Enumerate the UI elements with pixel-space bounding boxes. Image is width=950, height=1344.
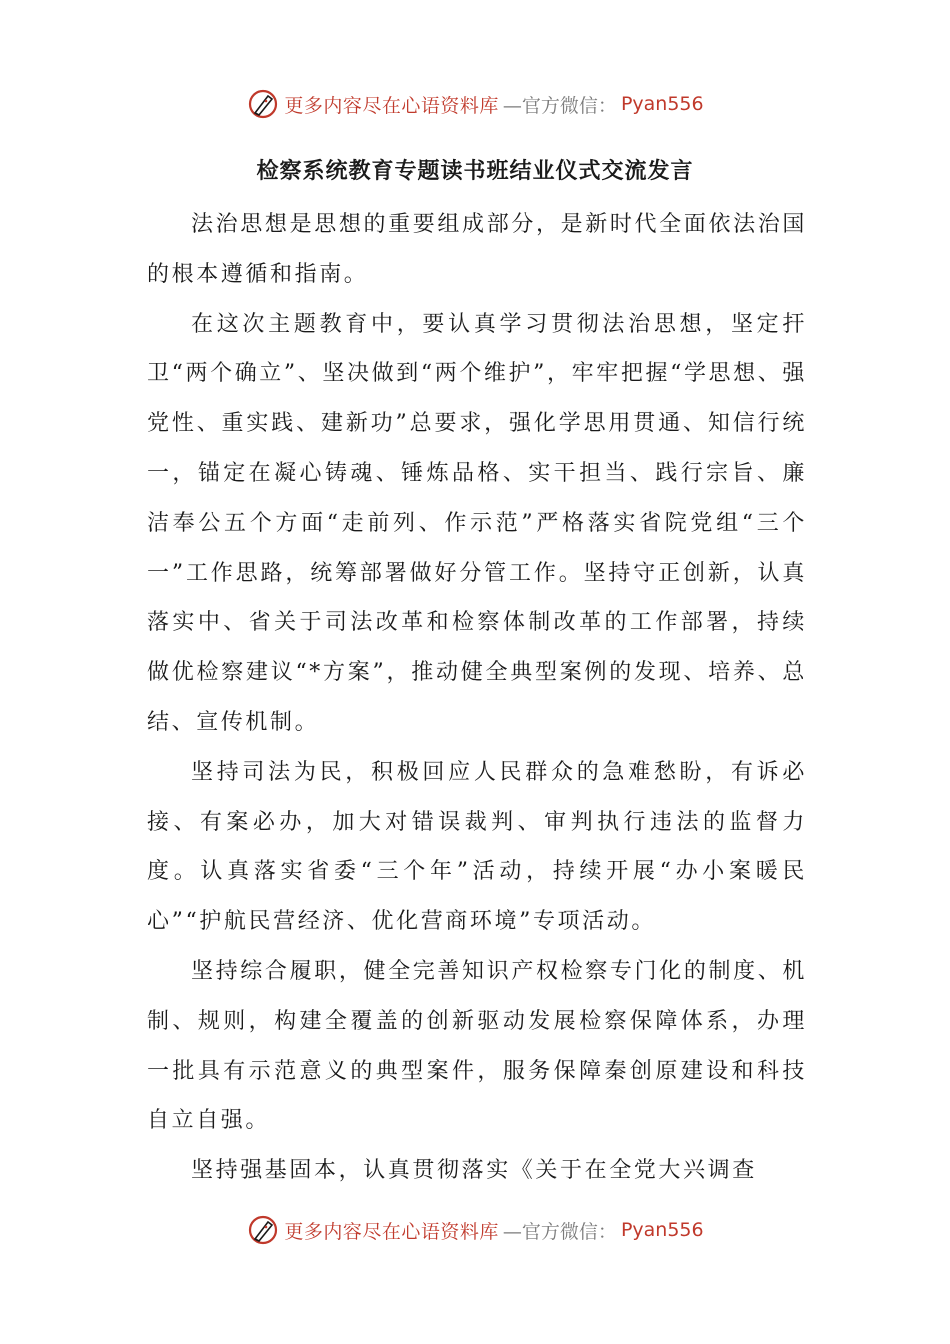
paragraph-5: 坚持强基固本，认真贯彻落实《关于在全党大兴调查 <box>191 1158 757 1184</box>
watermark-handle: Pyan556 <box>620 93 704 115</box>
watermark-text: 更多内容尽在心语资料库 <box>284 94 499 117</box>
document-body <box>147 200 807 1196</box>
watermark-handle: Pyan556 <box>620 1219 704 1241</box>
pen-nib-circle-icon <box>246 87 280 121</box>
header-watermark <box>0 84 950 124</box>
watermark-separator: —官方微信： <box>502 1220 617 1243</box>
paragraph-3: 坚持司法为民，积极回应人民群众的急难愁盼，有诉必接、有案必办，加大对错误裁判、审判执行违法的监督力度。认真落实省委“三个年”活动，持续开展“办小案暖民心”“护航民营经济、优化营商环境”专项活动。 <box>147 759 807 935</box>
watermark-separator: —官方微信： <box>502 94 617 117</box>
document-title: 检察系统教育专题读书班结业仪式交流发言 <box>256 159 694 184</box>
paragraph-1: 法治思想是思想的重要组成部分，是新时代全面依法治国的根本遵循和指南。 <box>147 212 807 287</box>
paragraph-2: 在这次主题教育中，要认真学习贯彻法治思想，坚定扞卫“两个确立”、坚决做到“两个维护”，牢牢把握“学思想、强党性、重实践、建新功”总要求，强化学思用贯通、知信行统一，锚定在凝心铸魂、锤炼品格、实干担当、践行宗旨、廉洁奉公五个方面“走前列、作示范”严格落实省院党组“三个一”工作思路，统筹部署做好分管工作。坚持守正创新，认真落实中、省关于司法改革和检察体制改革的工作部署，持续做优检察建议“*方案”，推动健全典型案例的发现、培养、总结、宣传机制。 <box>147 311 807 735</box>
watermark-text: 更多内容尽在心语资料库 <box>284 1220 499 1243</box>
paragraph-4: 坚持综合履职，健全完善知识产权检察专门化的制度、机制、规则，构建全覆盖的创新驱动发展检察保障体系，办理一批具有示范意义的典型案件，服务保障秦创原建设和科技自立自强。 <box>147 958 807 1134</box>
footer-watermark <box>0 1210 950 1250</box>
pen-nib-circle-icon <box>246 1213 280 1247</box>
